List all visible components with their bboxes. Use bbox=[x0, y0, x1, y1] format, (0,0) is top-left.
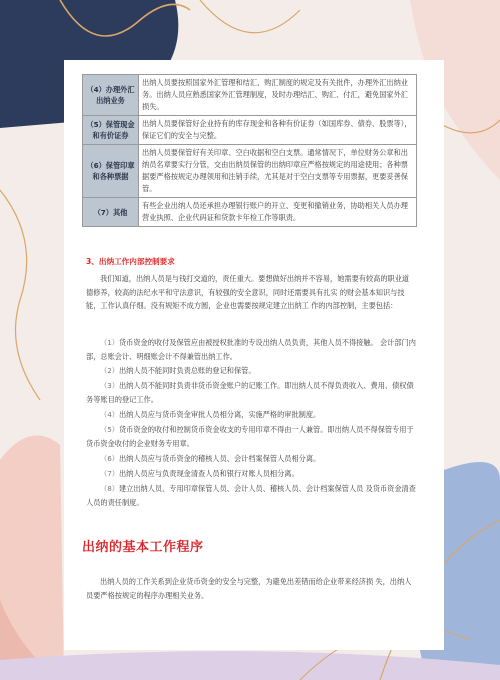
item-number: （6） bbox=[100, 454, 119, 463]
intro-paragraph: 我们知道，出纳人员是与钱打交道的，责任重大。要想做好出纳并不容易，她需要有较高的职业道德修养，较高的法纪水平和守法意识，有较强的安全意识，同时还需要具有扎实 的财会基本知识与技能，工作认真仔细。没有规矩不成方圆，企业也需要按规定建立出纳工 作的内部控制，主要包括： bbox=[86, 274, 410, 311]
list-item bbox=[86, 364, 416, 378]
document-page bbox=[64, 60, 444, 650]
table-row bbox=[83, 75, 417, 116]
list-item bbox=[86, 408, 416, 422]
role-label: 出纳业务 bbox=[96, 96, 125, 105]
section-heading: 3、出纳工作内部控制要求 bbox=[86, 257, 175, 266]
role-cell bbox=[83, 145, 139, 198]
list-item bbox=[86, 467, 416, 481]
procedures-paragraph: 出纳人员的工作关系到企业货币资金的安全与完整，为避免出差错而给企业带来经济损 失，出纳人员要严格按规定的程序办理相关业务。 bbox=[86, 577, 412, 600]
item-number: （7） bbox=[100, 469, 119, 478]
role-label: （4）办理外汇 bbox=[86, 85, 135, 94]
role-label: （7）其他 bbox=[93, 207, 128, 217]
item-number: （2） bbox=[100, 366, 119, 375]
item-text: 出纳人员应与货币资金的稽核人员、会计档案保管人员相分离。 bbox=[118, 454, 321, 463]
table-row bbox=[83, 198, 417, 227]
role-label: （5）保管现金 bbox=[86, 120, 135, 129]
list-item bbox=[86, 423, 416, 450]
role-cell bbox=[83, 116, 139, 145]
procedures-title: 出纳的基本工作程序 bbox=[82, 540, 204, 555]
table-row bbox=[83, 145, 417, 198]
item-text: 出纳人员不能同时负责总账的登记和保管。 bbox=[118, 366, 256, 375]
item-number: （4） bbox=[100, 410, 119, 419]
item-number: （5） bbox=[100, 425, 119, 434]
role-cell bbox=[83, 198, 139, 227]
description-cell: 出纳人员要保管好企业持有的库存现金和各种有价证券（如国库券、债券、股票等），保证它们的安全与完整。 bbox=[139, 116, 417, 145]
item-text: 货币资金的收付和控制货币资金收支的专用印章不得由一人兼管。即出纳人员不得保管专用于货币资金收付的企业财务专用章。 bbox=[86, 425, 414, 448]
list-item bbox=[86, 482, 416, 509]
list-item bbox=[86, 336, 416, 363]
list-item bbox=[86, 379, 416, 406]
role-label: （6）保管印章 bbox=[86, 161, 135, 170]
role-label: 和各种票据 bbox=[92, 172, 129, 181]
description-cell: 出纳人员要按照国家外汇管理和结汇、购汇制度的规定及有关批件，办理外汇出纳业务。出纳人员应熟悉国家外汇管理制度，及时办理结汇、购汇、付汇，避免国家外汇损失。 bbox=[139, 75, 417, 116]
list-item bbox=[86, 452, 416, 466]
cashier-duties-table bbox=[82, 74, 417, 227]
description-cell: 有些企业出纳人员还承担办理银行账户的开立、变更和撤销业务，协助相关人员办理营业执照、企业代码证和贷款卡年检工作等职责。 bbox=[139, 198, 417, 227]
item-text: 出纳人员应与货币资金审批人员相分离，实施严格的审批制度。 bbox=[118, 410, 321, 419]
item-number: （8） bbox=[100, 484, 119, 493]
description-cell: 出纳人员要保管好有关印章、空白收据和空白支票。通常情况下，单位财务公章和出纳员名章要实行分管，交由出纳员保管的出纳印章应严格按规定的用途使用；各种票据要严格按规定办理领用和注销手续，尤其是对于空白支票等专用票据，更要妥善保管。 bbox=[139, 145, 417, 198]
item-number: （3） bbox=[100, 381, 119, 390]
role-label: 和有价证券 bbox=[92, 131, 129, 140]
item-text: 建立出纳人员、专用印章保管人员、会计人员、稽核人员、会计档案保管人员 及货币资金清查人员的责任制度。 bbox=[86, 484, 416, 507]
item-text: 货币资金的收付及保管应由被授权批准的专设出纳人员负责，其他人员不得接触。 会计部门内部，总账会计、明细账会计不得兼管出纳工作。 bbox=[86, 338, 416, 361]
role-cell bbox=[83, 75, 139, 116]
table-row bbox=[83, 116, 417, 145]
item-number: （1） bbox=[100, 338, 119, 347]
item-text: 出纳人员不能同时负责非货币资金账户的记账工作。即出纳人员不得负责收入、费用、债权债务等账目的登记工作。 bbox=[86, 381, 414, 404]
item-text: 出纳人员应与负责现金清查人员和银行对账人员相分离。 bbox=[118, 469, 299, 478]
